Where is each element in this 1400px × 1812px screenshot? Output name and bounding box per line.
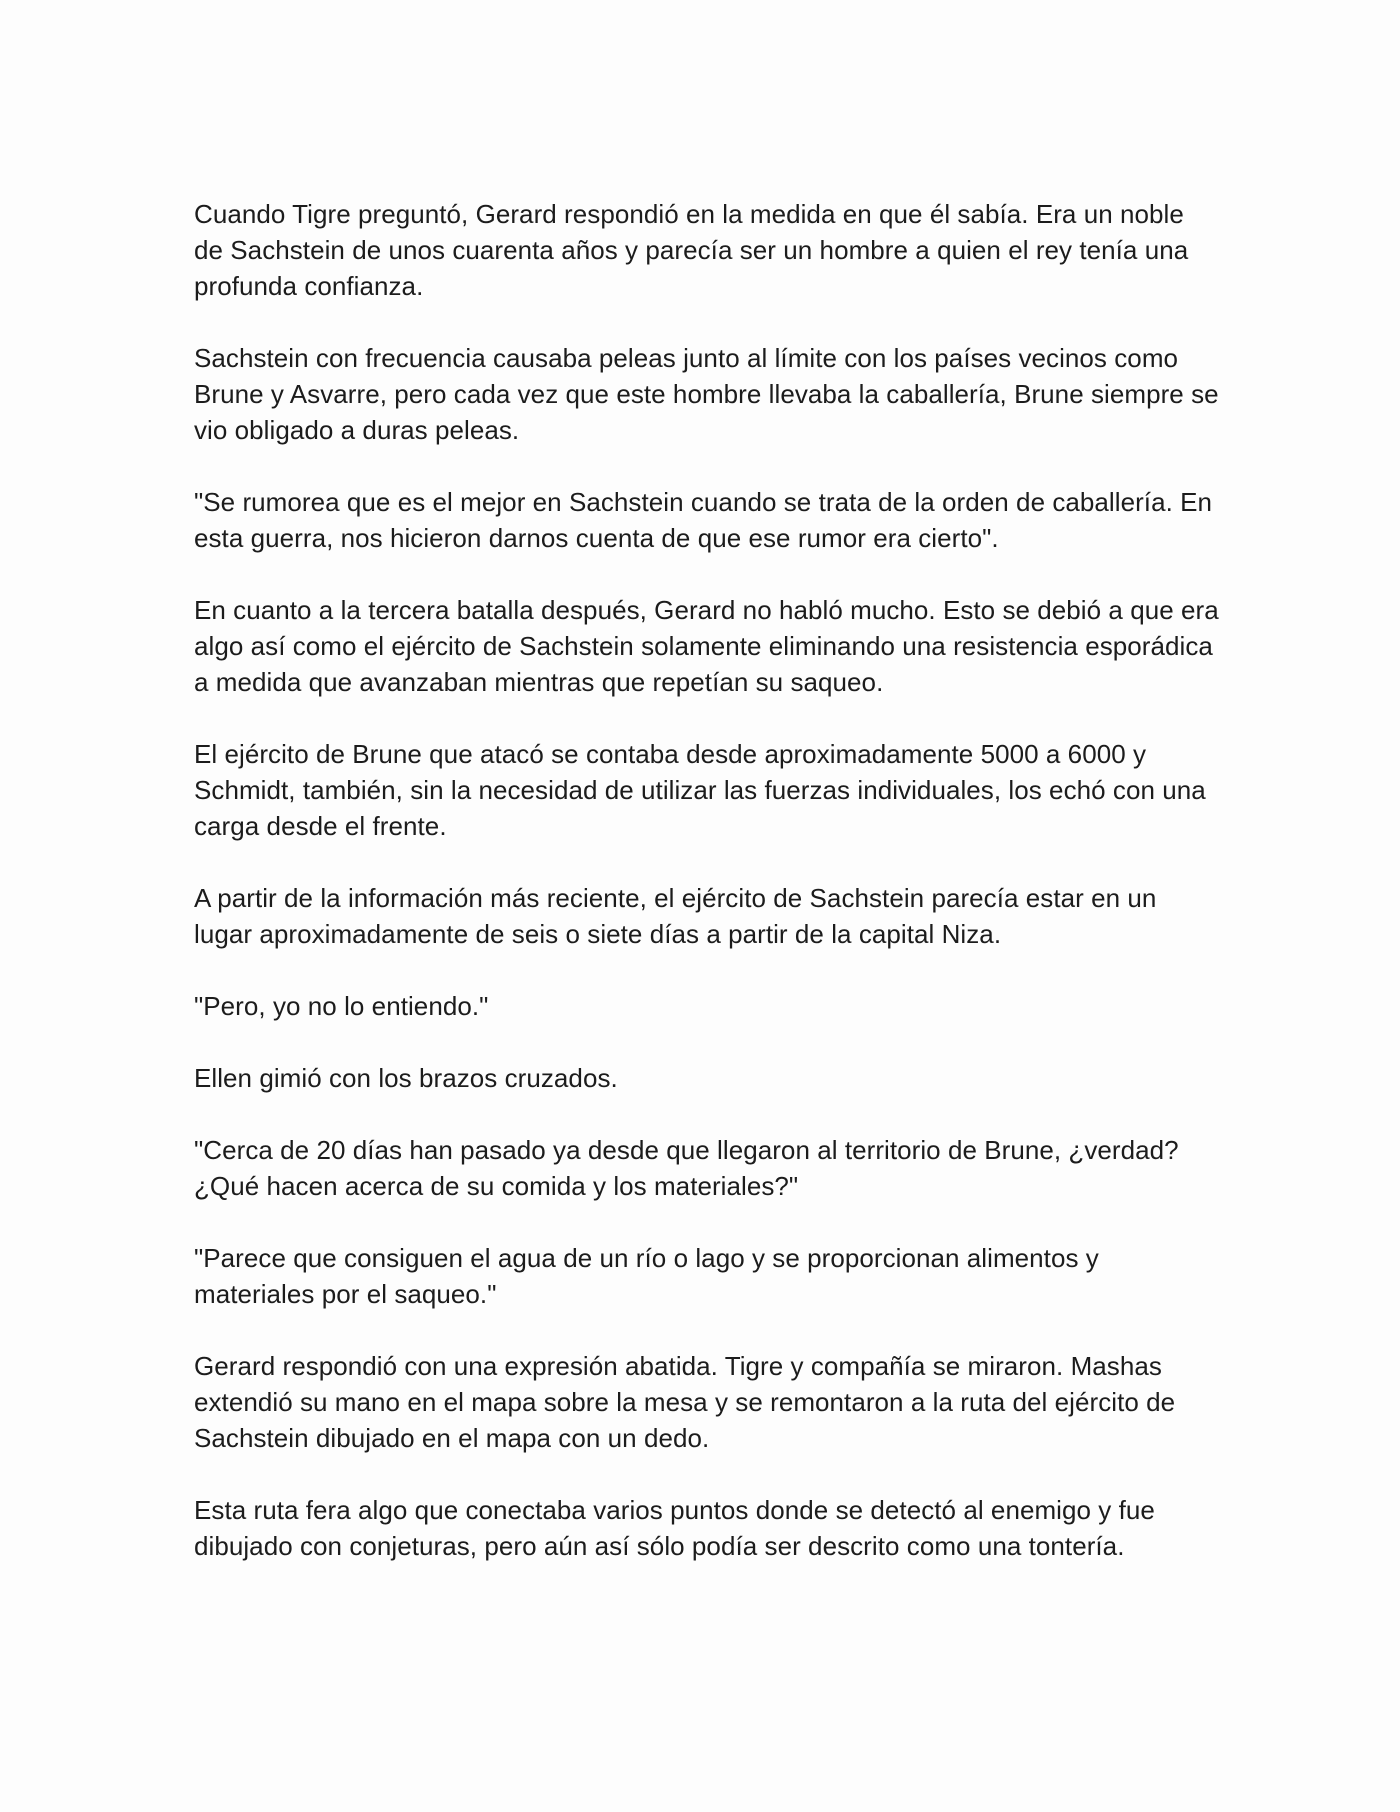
paragraph: Sachstein con frecuencia causaba peleas junto al límite con los países vecinos como Brune y Asvarre, pero cada vez que este hombre llevaba la caballería, Brune siempre se vio obligado a duras peleas. (194, 343, 1219, 445)
paragraph: "Parece que consiguen el agua de un río o lago y se proporcionan alimentos y materiales por el saqueo." (194, 1243, 1099, 1309)
paragraph: Ellen gimió con los brazos cruzados. (194, 1063, 618, 1093)
paragraph: El ejército de Brune que atacó se contaba desde aproximadamente 5000 a 6000 y Schmidt, también, sin la necesidad de utilizar las fuerzas individuales, los echó con una carga desde el frente. (194, 739, 1206, 841)
paragraph: "Pero, yo no lo entiendo." (194, 991, 489, 1021)
paragraph: En cuanto a la tercera batalla después, Gerard no habló mucho. Esto se debió a que era algo así como el ejército de Sachstein solamente eliminando una resistencia esporádica a medida que avanzaban mientras que repetían su saqueo. (194, 595, 1219, 697)
paragraph: "Se rumorea que es el mejor en Sachstein cuando se trata de la orden de caballería. En esta guerra, nos hicieron darnos cuenta de que ese rumor era cierto". (194, 487, 1213, 553)
paragraph: Cuando Tigre preguntó, Gerard respondió en la medida en que él sabía. Era un noble de Sachstein de unos cuarenta años y parecía ser un hombre a quien el rey tenía una profunda confianza. (194, 199, 1189, 301)
paragraph: "Cerca de 20 días han pasado ya desde que llegaron al territorio de Brune, ¿verdad? ¿Qué hacen acerca de su comida y los materiales?" (194, 1135, 1179, 1201)
paragraph: Gerard respondió con una expresión abatida. Tigre y compañía se miraron. Mashas extendió su mano en el mapa sobre la mesa y se remontaron a la ruta del ejército de Sachstein dibujado en el mapa con un dedo. (194, 1351, 1176, 1453)
paragraph: A partir de la información más reciente, el ejército de Sachstein parecía estar en un lugar aproximadamente de seis o siete días a partir de la capital Niza. (194, 883, 1157, 949)
paragraph: Esta ruta fera algo que conectaba varios puntos donde se detectó al enemigo y fue dibujado con conjeturas, pero aún así sólo podía ser descrito como una tontería. (194, 1495, 1155, 1561)
